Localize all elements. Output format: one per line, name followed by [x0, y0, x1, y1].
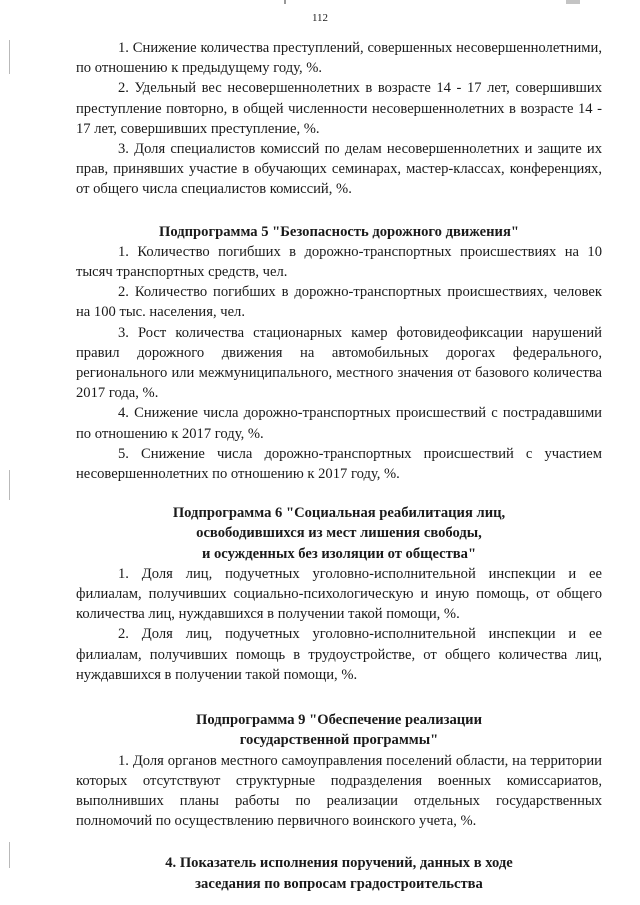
heading-line: 4. Показатель исполнения поручений, данных в ходе — [165, 855, 513, 872]
heading-line: государственной программы" — [239, 732, 439, 749]
subprogram-5-list — [76, 242, 602, 484]
section-4-heading — [76, 853, 602, 893]
subprogram-9-heading — [76, 710, 602, 750]
subprogram-6-heading — [76, 503, 602, 564]
list-item: 5. Снижение числа дорожно-транспортных происшествий с участием несовершеннолетних по отношению к 2017 году, %. — [76, 445, 602, 483]
heading-line: заседания по вопросам градостроительства — [195, 875, 483, 892]
scan-artifact — [9, 40, 10, 74]
scan-artifact — [566, 0, 580, 4]
heading-line: освободившихся из мест лишения свободы, — [196, 525, 482, 542]
list-item: 1. Снижение количества преступлений, совершенных несовершеннолетними, по отношению к предыдущему году, %. — [76, 40, 602, 77]
intro-list — [76, 38, 602, 200]
scan-artifact — [284, 0, 286, 4]
list-item: 2. Количество погибших в дорожно-транспортных происшествиях, человек на 100 тыс. населения, чел. — [76, 284, 602, 321]
document-body — [76, 38, 602, 894]
heading-line: Подпрограмма 6 "Социальная реабилитация лиц, — [172, 505, 506, 522]
heading-line: и осужденных без изоляции от общества" — [201, 545, 477, 562]
subprogram-5-heading: Подпрограмма 5 "Безопасность дорожного движения" — [159, 223, 519, 240]
scan-artifact — [9, 470, 10, 500]
subprogram-9-list — [76, 751, 602, 832]
list-item: 4. Снижение числа дорожно-транспортных происшествий с пострадавшими по отношению к 2017 году, %. — [76, 405, 602, 442]
list-item: 1. Доля лиц, подучетных уголовно-исполнительной инспекции и ее филиалам, получивших социально-психологическую и иную помощь, от общего количества лиц, нуждавшихся в получении такой помощи, %. — [76, 565, 602, 623]
scan-artifact — [9, 842, 10, 868]
list-item: 3. Рост количества стационарных камер фотовидеофиксации нарушений правил дорожного движения на автомобильных дорогах федерального, регионального или межмуниципального, местного значения от базового количества 2017 года, %. — [76, 324, 602, 402]
subprogram-6-list — [76, 564, 602, 685]
heading-line: Подпрограмма 9 "Обеспечение реализации — [195, 712, 482, 729]
list-item: 3. Доля специалистов комиссий по делам несовершеннолетних и защите их прав, принявших участие в обучающих семинарах, мастер-классах, конференциях, от общего числа специалистов комиссий, %. — [76, 141, 602, 198]
list-item: 2. Доля лиц, подучетных уголовно-исполнительной инспекции и ее филиалам, получивших помощь в трудоустройстве, от общего количества лиц, нуждавшихся в получении такой помощи, %. — [76, 626, 602, 683]
list-item: 1. Количество погибших в дорожно-транспортных происшествиях на 10 тысяч транспортных средств, чел. — [76, 243, 602, 281]
page-number: 112 — [311, 12, 329, 24]
list-item: 1. Доля органов местного самоуправления поселений области, на территории которых отсутствуют структурные подразделения военных комиссариатов, выполнивших планы работы по реализации отдельных государственных полномочий по осуществлению первичного воинского учета, %. — [76, 752, 602, 830]
list-item: 2. Удельный вес несовершеннолетних в возрасте 14 - 17 лет, совершивших преступление повторно, в общей численности несовершеннолетних в возрасте 14 - 17 лет, совершивших преступление, %. — [76, 80, 602, 137]
